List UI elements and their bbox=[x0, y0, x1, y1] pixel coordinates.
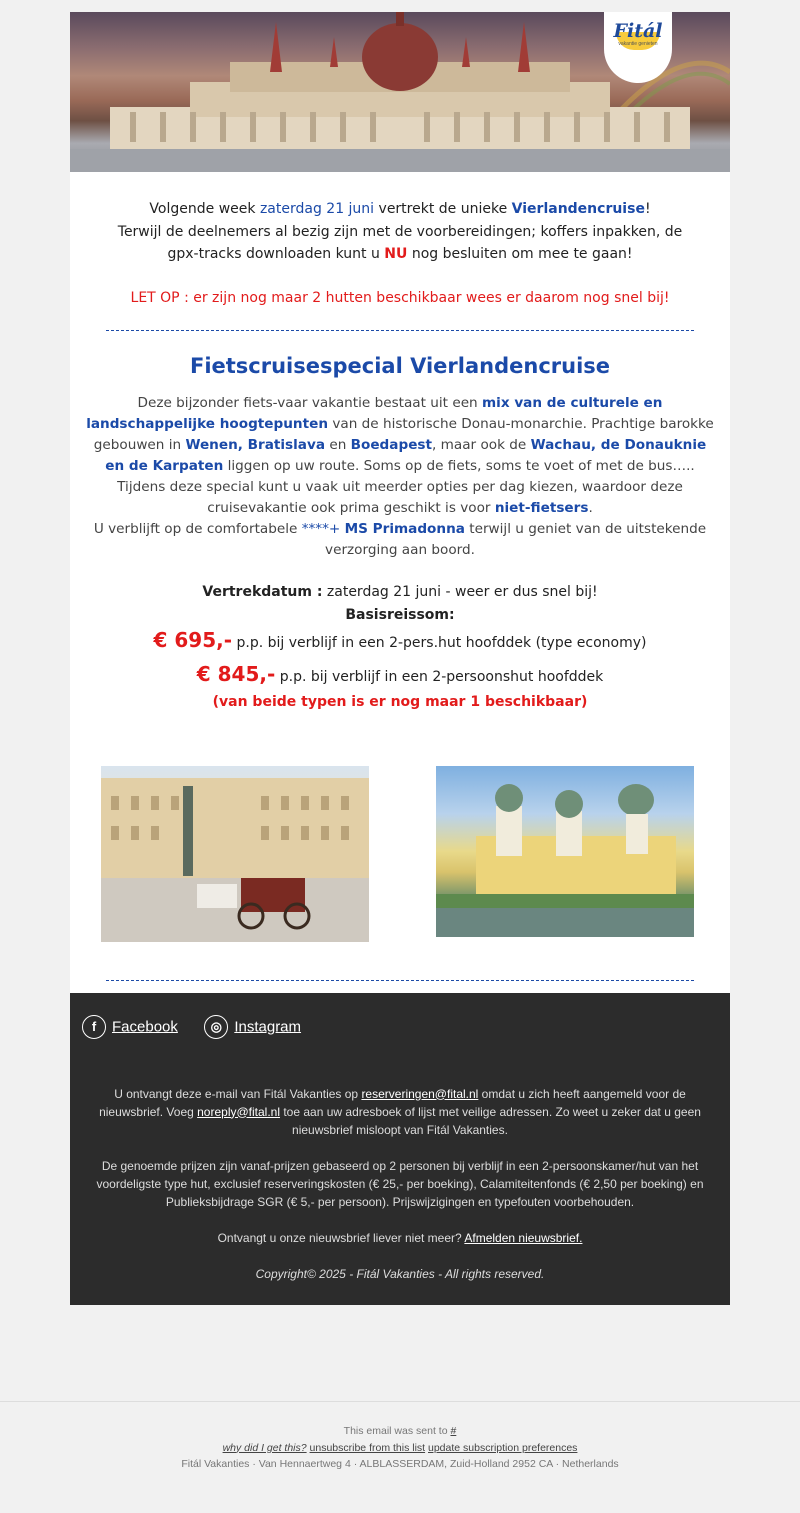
now-highlight: NU bbox=[384, 246, 408, 262]
social-links bbox=[82, 1015, 323, 1041]
instagram-link[interactable]: Instagram bbox=[234, 1018, 302, 1035]
divider bbox=[106, 980, 694, 981]
photo-vienna-hofburg bbox=[101, 766, 369, 942]
facebook-link[interactable]: Facebook bbox=[112, 1018, 178, 1035]
departure-date: zaterdag 21 juni bbox=[259, 201, 375, 217]
price-disclaimer: De genoemde prijzen zijn vanaf-prijzen gebaseerd op 2 personen bij verblijf in een 2-persoonskamer/hut van het voordeligste type hut, exclusief reserveringskosten (€ 25,- per boeking), Calamiteitenfonds (€ 2,50 per boeking) en Publieksbijdrage SGR (€ 5,- per persoon). Prijswijzigingen en typefouten voorbehouden. bbox=[96, 1158, 704, 1209]
facebook-link-group[interactable] bbox=[82, 1015, 178, 1039]
unsubscribe-newsletter-link[interactable]: Afmelden nieuwsbrief. bbox=[464, 1230, 583, 1245]
unsubscribe-list-link[interactable]: unsubscribe from this list bbox=[309, 1441, 426, 1454]
divider bbox=[106, 330, 694, 331]
photo-passau-cathedral bbox=[436, 766, 694, 937]
sent-to-link[interactable]: # bbox=[450, 1425, 457, 1437]
email-link-noreply[interactable]: noreply@fital.nl bbox=[197, 1104, 281, 1119]
content-body bbox=[70, 172, 730, 993]
intro-text: Volgende week zaterdag 21 juni vertrekt de unieke Vierlandencruise! Terwijl de deelnemers al bezig zijn met de voorbereidingen; koffers inpakken, de gpx-tracks downloaden kunt u NU nog besluiten om mee te gaan! bbox=[117, 201, 683, 262]
ship-name: MS Primadonna bbox=[344, 520, 465, 537]
photo-row bbox=[70, 752, 730, 962]
email-container bbox=[70, 12, 730, 1305]
footer-text: U ontvangt deze e-mail van Fitál Vakanties op reserveringen@fital.nl omdat u zich heeft aangemeld voor de nieuwsbrief. Voeg noreply@fital.nl toe aan uw adresboek of lijst met veilige adressen. Zo weet u zeker dat u geen nieuwsbrief misloopt van Fitál Vakanties. De genoemde prijzen zijn vanaf-prijzen gebaseerd op 2 personen bij verblijf in een 2-persoonskamer/hut van het voordeligste type hut, exclusief reserveringskosten (€ 25,- per boeking), Calamiteitenfonds (€ 2,50 per boeking) en Publieksbijdrage SGR (€ 5,- per persoon). Prijswijzigingen en typefouten voorbehouden. Ontvangt u onze nieuwsbrief liever niet meer? Afmelden nieuwsbrief. Copyright© 2025 - Fitál Vakanties - All rights reserved. bbox=[94, 1085, 706, 1301]
cruise-name: Vierlandencruise bbox=[511, 201, 645, 217]
instagram-icon[interactable]: ◎ bbox=[204, 1015, 228, 1039]
star-rating: ****+ bbox=[301, 520, 341, 537]
instagram-link-group[interactable] bbox=[204, 1015, 301, 1039]
email-link-reserveringen[interactable]: reserveringen@fital.nl bbox=[361, 1086, 479, 1101]
copyright: Copyright© 2025 - Fitál Vakanties - All rights reserved. bbox=[255, 1266, 545, 1281]
price-standard: € 845,- bbox=[196, 661, 276, 686]
postal-address: Fitál Vakanties · Van Hennaertweg 4 · ALBLASSERDAM, Zuid-Holland 2952 CA · Netherlands bbox=[181, 1458, 619, 1470]
footer bbox=[70, 993, 730, 1305]
why-link[interactable]: why did I get this? bbox=[222, 1441, 307, 1454]
price-economy: € 695,- bbox=[153, 627, 233, 652]
mailchimp-footer: This email was sent to # why did I get this? unsubscribe from this list update subscription preferences Fitál Vakanties · Van Hennaertweg 4 · ALBLASSERDAM, Zuid-Holland 2952 CA · Netherlands bbox=[0, 1401, 800, 1473]
update-preferences-link[interactable]: update subscription preferences bbox=[428, 1441, 578, 1454]
section-title: Fietscruisespecial Vierlandencruise bbox=[189, 353, 611, 378]
cruise-description: Deze bijzonder fiets-vaar vakantie bestaat uit een mix van de culturele en landschappelijke hoogtepunten van de historische Donau-monarchie. Prachtige barokke gebouwen in Wenen, Bratislava en Boedapest, maar ook de Wachau, de Donauknie en de Karpaten liggen op uw route. Soms op de fiets, soms te voet of met de bus….. Tijdens deze special kunt u vaak uit meerder opties per dag kiezen, waardoor deze cruisevakantie ook prima geschikt is voor niet-fietsers. U verblijft op de comfortabele ****+ MS Primadonna terwijl u geniet van de uitstekende verzorging aan boord. bbox=[86, 394, 714, 558]
pricing-block: Vertrekdatum : zaterdag 21 juni - weer er dus snel bij! Basisreissom: € 695,- p.p. bij verblijf in een 2-pers.hut hoofddek (type economy) € 845,- p.p. bij verblijf in een 2-persoonshut hoofddek (van beide typen is er nog maar 1 beschikbaar) bbox=[70, 561, 730, 714]
hero-image-parliament bbox=[70, 12, 730, 172]
facebook-icon[interactable]: f bbox=[82, 1015, 106, 1039]
availability-warning: LET OP : er zijn nog maar 2 hutten beschikbaar wees er daarom nog snel bij! bbox=[130, 289, 670, 306]
fital-logo[interactable]: Fitál vakantie genieten bbox=[604, 12, 672, 83]
availability-note: (van beide typen is er nog maar 1 beschikbaar) bbox=[212, 693, 588, 710]
